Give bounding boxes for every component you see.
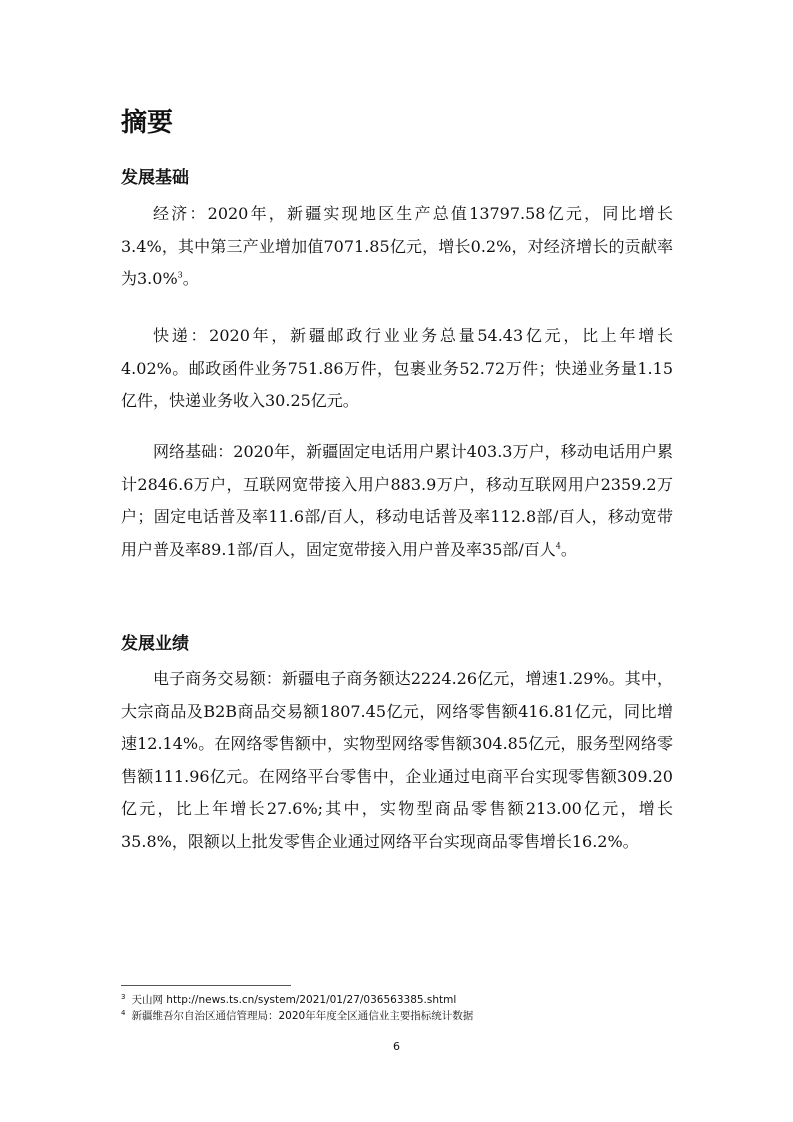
footnote-ref-4[interactable]: 4	[555, 541, 561, 551]
footnote-text[interactable]: 天山网 http://news.ts.cn/system/2021/01/27/036563385.shtml	[131, 994, 457, 1006]
section-heading-foundation: 发展基础	[121, 168, 189, 188]
paragraph-tail: 。	[182, 269, 199, 288]
footnote-number: 4	[121, 1008, 126, 1017]
page-number: 6	[393, 1040, 400, 1053]
paragraph-text: 电子商务交易额：新疆电子商务额达2224.26亿元，增速1.29%。其中，大宗商品及B2B商品交易额1807.45亿元，网络零售额416.81亿元，同比增速12.14%。在网络零售额中，实物型网络零售额304.85亿元，服务型网络零售额111.96亿元。在网络平台零售中，企业通过电商平台实现零售额309.20亿元，比上年增长27.6%;其中，实物型商品零售额213.00亿元，增长35.8%，限额以上批发零售企业通过网络平台实现商品零售增长16.2%。	[121, 669, 673, 851]
paragraph-express	[121, 320, 673, 418]
footnotes	[121, 992, 681, 1024]
paragraph-text: 经济：2020年，新疆实现地区生产总值13797.58亿元，同比增长3.4%，其中第三产业增加值7071.85亿元，增长0.2%，对经济增长的贡献率为3.0%	[121, 204, 673, 288]
footnote-separator	[121, 985, 291, 986]
paragraph-economy	[121, 198, 673, 296]
footnote-ref-3[interactable]: 3	[177, 270, 183, 280]
footnote-number: 3	[121, 992, 126, 1001]
page-title: 摘要	[121, 108, 174, 138]
footnote-3	[121, 992, 681, 1008]
footnote-4	[121, 1008, 681, 1024]
section-heading-performance: 发展业绩	[121, 634, 189, 654]
paragraph-text: 快递：2020年，新疆邮政行业业务总量54.43亿元，比上年增长4.02%。邮政函件业务751.86万件，包裹业务52.72万件；快递业务量1.15亿件，快递业务收入30.25亿元。	[121, 326, 673, 410]
paragraph-text: 网络基础：2020年，新疆固定电话用户累计403.3万户，移动电话用户累计2846.6万户，互联网宽带接入用户883.9万户，移动互联网用户2359.2万户；固定电话普及率11.6部/百人，移动电话普及率112.8部/百人，移动宽带用户普及率89.1部/百人，固定宽带接入用户普及率35部/百人	[121, 442, 673, 559]
paragraph-network	[121, 436, 673, 566]
footnote-text: 新疆维吾尔自治区通信管理局：2020年年度全区通信业主要指标统计数据	[131, 1010, 474, 1022]
paragraph-tail: 。	[560, 539, 577, 559]
paragraph-ecommerce	[121, 663, 673, 858]
